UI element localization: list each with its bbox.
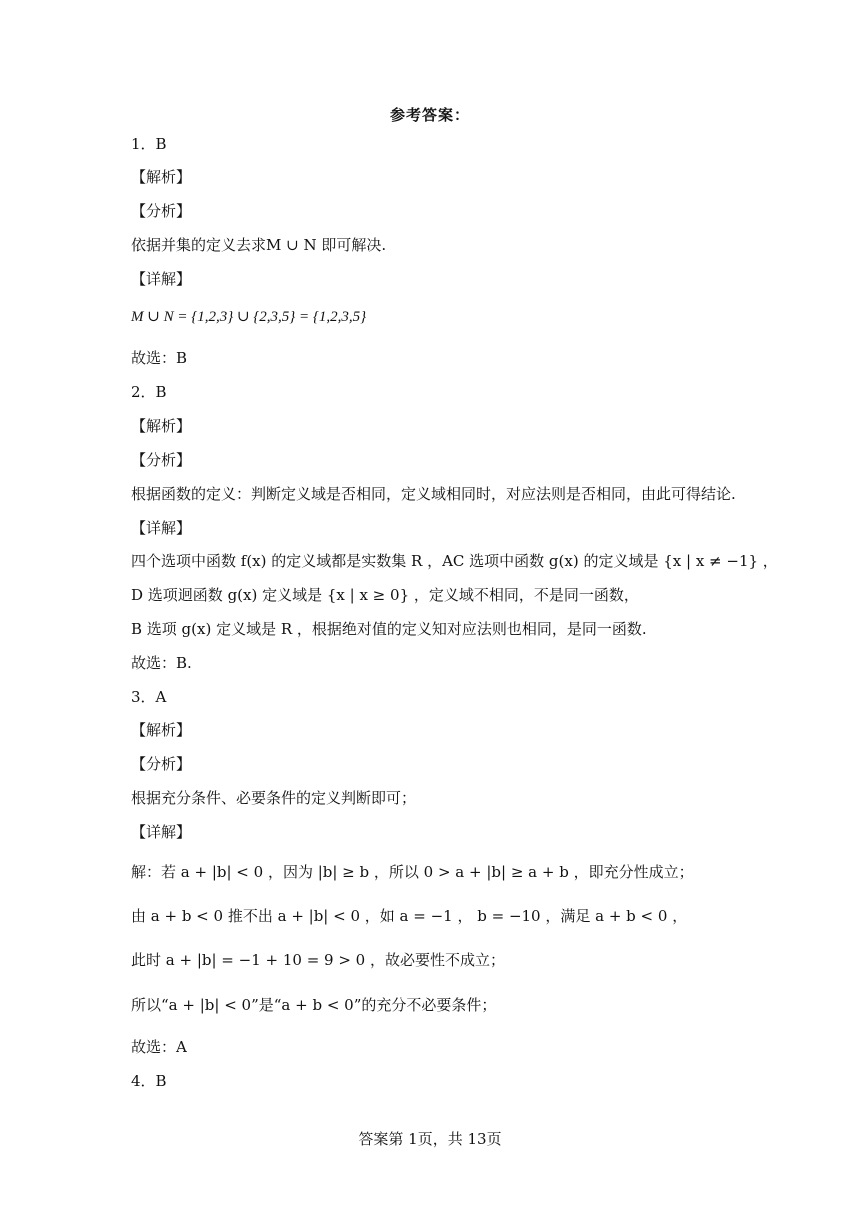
- detail-heading: 【详解】: [131, 270, 192, 288]
- detail-text: B 选项 g(x) 定义域是 R ，根据绝对值的定义知对应法则也相同，是同一函数.: [131, 620, 647, 638]
- answer-1-label: 1．B: [131, 135, 167, 153]
- page-title: 参考答案：: [389, 106, 470, 124]
- formula-line: M ∪ N = {1,2,3} ∪ {2,3,5} = {1,2,3,5}: [131, 309, 367, 325]
- choice-line: 故选：A: [131, 1038, 187, 1056]
- analysis-heading: 【解析】: [131, 168, 192, 186]
- choice-line: 故选：B: [131, 349, 188, 367]
- detail-text: 由 a + b < 0 推不出 a + |b| < 0 ，如 a = −1 ， b = −10 ，满足 a + b < 0 ，: [131, 907, 688, 925]
- answer-4-label: 4．B: [131, 1072, 167, 1090]
- page-footer: 答案第 1页，共 13页: [358, 1130, 502, 1148]
- analysis-heading: 【解析】: [131, 721, 192, 739]
- answer-3-label: 3．A: [131, 688, 167, 706]
- detail-text: 四个选项中函数 f(x) 的定义域都是实数集 R ，AC 选项中函数 g(x) 的定义域是 {x | x ≠ −1} ，: [131, 552, 778, 570]
- detail-heading: 【详解】: [131, 519, 192, 537]
- analysis-text: 依据并集的定义去求M ∪ N 即可解决.: [131, 236, 387, 254]
- detail-text: 解：若 a + |b| < 0 ，因为 |b| ≥ b ，所以 0 > a + |b| ≥ a + b ，即充分性成立；: [131, 863, 694, 881]
- detail-text: 此时 a + |b| = −1 + 10 = 9 > 0 ，故必要性不成立；: [131, 951, 505, 969]
- detail-text: 所以“a + |b| < 0”是“a + b < 0”的充分不必要条件；: [131, 996, 497, 1014]
- fenxi-heading: 【分析】: [131, 202, 192, 220]
- analysis-text: 根据充分条件、必要条件的定义判断即可；: [131, 789, 417, 807]
- choice-line: 故选：B.: [131, 654, 192, 672]
- detail-heading: 【详解】: [131, 823, 192, 841]
- detail-text: D 选项迥函数 g(x) 定义域是 {x | x ≥ 0} ，定义域不相同，不是同一函数，: [131, 586, 639, 604]
- answer-2-label: 2．B: [131, 383, 167, 401]
- fenxi-heading: 【分析】: [131, 755, 192, 773]
- fenxi-heading: 【分析】: [131, 451, 192, 469]
- analysis-heading: 【解析】: [131, 417, 192, 435]
- analysis-text: 根据函数的定义：判断定义域是否相同，定义域相同时，对应法则是否相同，由此可得结论.: [131, 485, 736, 503]
